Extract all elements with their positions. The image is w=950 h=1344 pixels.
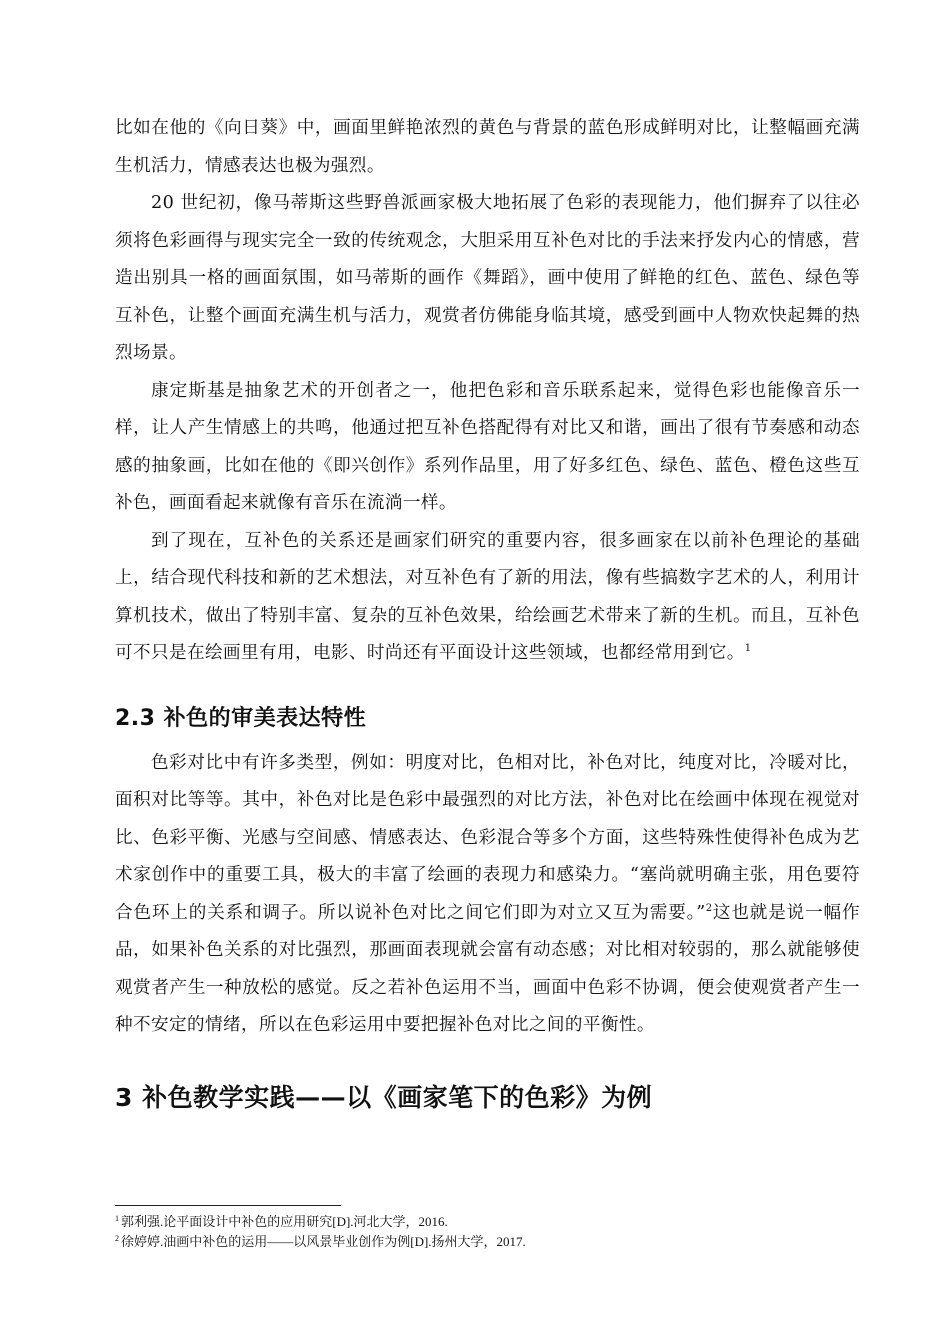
section-heading-2-3: 2.3 补色的审美表达特性 xyxy=(115,705,367,731)
footnote-1-number: 1 xyxy=(115,1213,119,1223)
section-heading-3: 3 补色教学实践——以《画家笔下的色彩》为例 xyxy=(115,1082,653,1112)
footnote-ref-2[interactable]: 2 xyxy=(705,902,713,914)
paragraph-aesthetic-features xyxy=(115,745,860,1045)
paragraph-matisse: 20 世纪初，像马蒂斯这些野兽派画家极大地拓展了色彩的表现能力，他们摒弃了以往必须将色彩画得与现实完全一致的传统观念，大胆采用互补色对比的手法来抒发内心的情感，营造出别具一格的画面氛围，如马蒂斯的画作《舞蹈》，画中使用了鲜艳的红色、蓝色、绿色等互补色，让整个画面充满生机与活力，观赏者仿佛能身临其境，感受到画中人物欢快起舞的热烈场景。 xyxy=(115,193,860,363)
paragraph-kandinsky: 康定斯基是抽象艺术的开创者之一，他把色彩和音乐联系起来，觉得色彩也能像音乐一样，让人产生情感上的共鸣，他通过把互补色搭配得有对比又和谐，画出了很有节奏感和动态感的抽象画，比如在他的《即兴创作》系列作品里，用了好多红色、绿色、蓝色、橙色这些互补色，画面看起来就像有音乐在流淌一样。 xyxy=(115,380,860,513)
footnote-1 xyxy=(115,1212,860,1232)
paragraph-aesthetic-part2: 这也就是说一幅作品，如果补色关系的对比强烈，那画面表现就会富有动态感；对比相对较弱的，那么就能够使观赏者产生一种放松的感觉。反之若补色运用不当，画面中色彩不协调，便会使观赏者产生一种不安定的情绪，所以在色彩运用中要把握补色对比之间的平衡性。 xyxy=(115,902,860,1035)
footnote-ref-1[interactable]: 1 xyxy=(744,643,752,655)
paragraph-modern-use xyxy=(115,523,860,673)
footnote-separator xyxy=(115,1205,341,1206)
paragraph-sunflowers: 比如在他的《向日葵》中，画面里鲜艳浓烈的黄色与背景的蓝色形成鲜明对比，让整幅画充满生机活力，情感表达也极为强烈。 xyxy=(115,118,860,176)
paragraph-aesthetic-part1: 色彩对比中有许多类型，例如：明度对比，色相对比，补色对比，纯度对比，冷暖对比，面积对比等等。其中，补色对比是色彩中最强烈的对比方法，补色对比在绘画中体现在视觉对比、色彩平衡、光感与空间感、情感表达、色彩混合等多个方面，这些特殊性使得补色成为艺术家创作中的重要工具，极大的丰富了绘画的表现力和感染力。“塞尚就明确主张，用色要符合色环上的关系和调子。所以说补色对比之间它们即为对立又互为需要。” xyxy=(115,752,860,923)
paragraph-modern-use-text: 到了现在，互补色的关系还是画家们研究的重要内容，很多画家在以前补色理论的基础上，结合现代科技和新的艺术想法，对互补色有了新的用法，像有些搞数字艺术的人，利用计算机技术，做出了特别丰富、复杂的互补色效果，给绘画艺术带来了新的生机。而且，互补色可不只是在绘画里有用，电影、时尚还有平面设计这些领域，也都经常用到它。 xyxy=(115,530,860,663)
footnote-2-text: 徐婷婷.油画中补色的运用——以风景毕业创作为例[D].扬州大学，2017. xyxy=(121,1234,526,1249)
footnotes-area xyxy=(115,1205,860,1252)
footnote-2 xyxy=(115,1232,860,1252)
footnote-1-text: 郭利强.论平面设计中补色的应用研究[D].河北大学，2016. xyxy=(121,1214,448,1229)
main-content xyxy=(115,110,860,1114)
footnote-2-number: 2 xyxy=(115,1233,119,1243)
